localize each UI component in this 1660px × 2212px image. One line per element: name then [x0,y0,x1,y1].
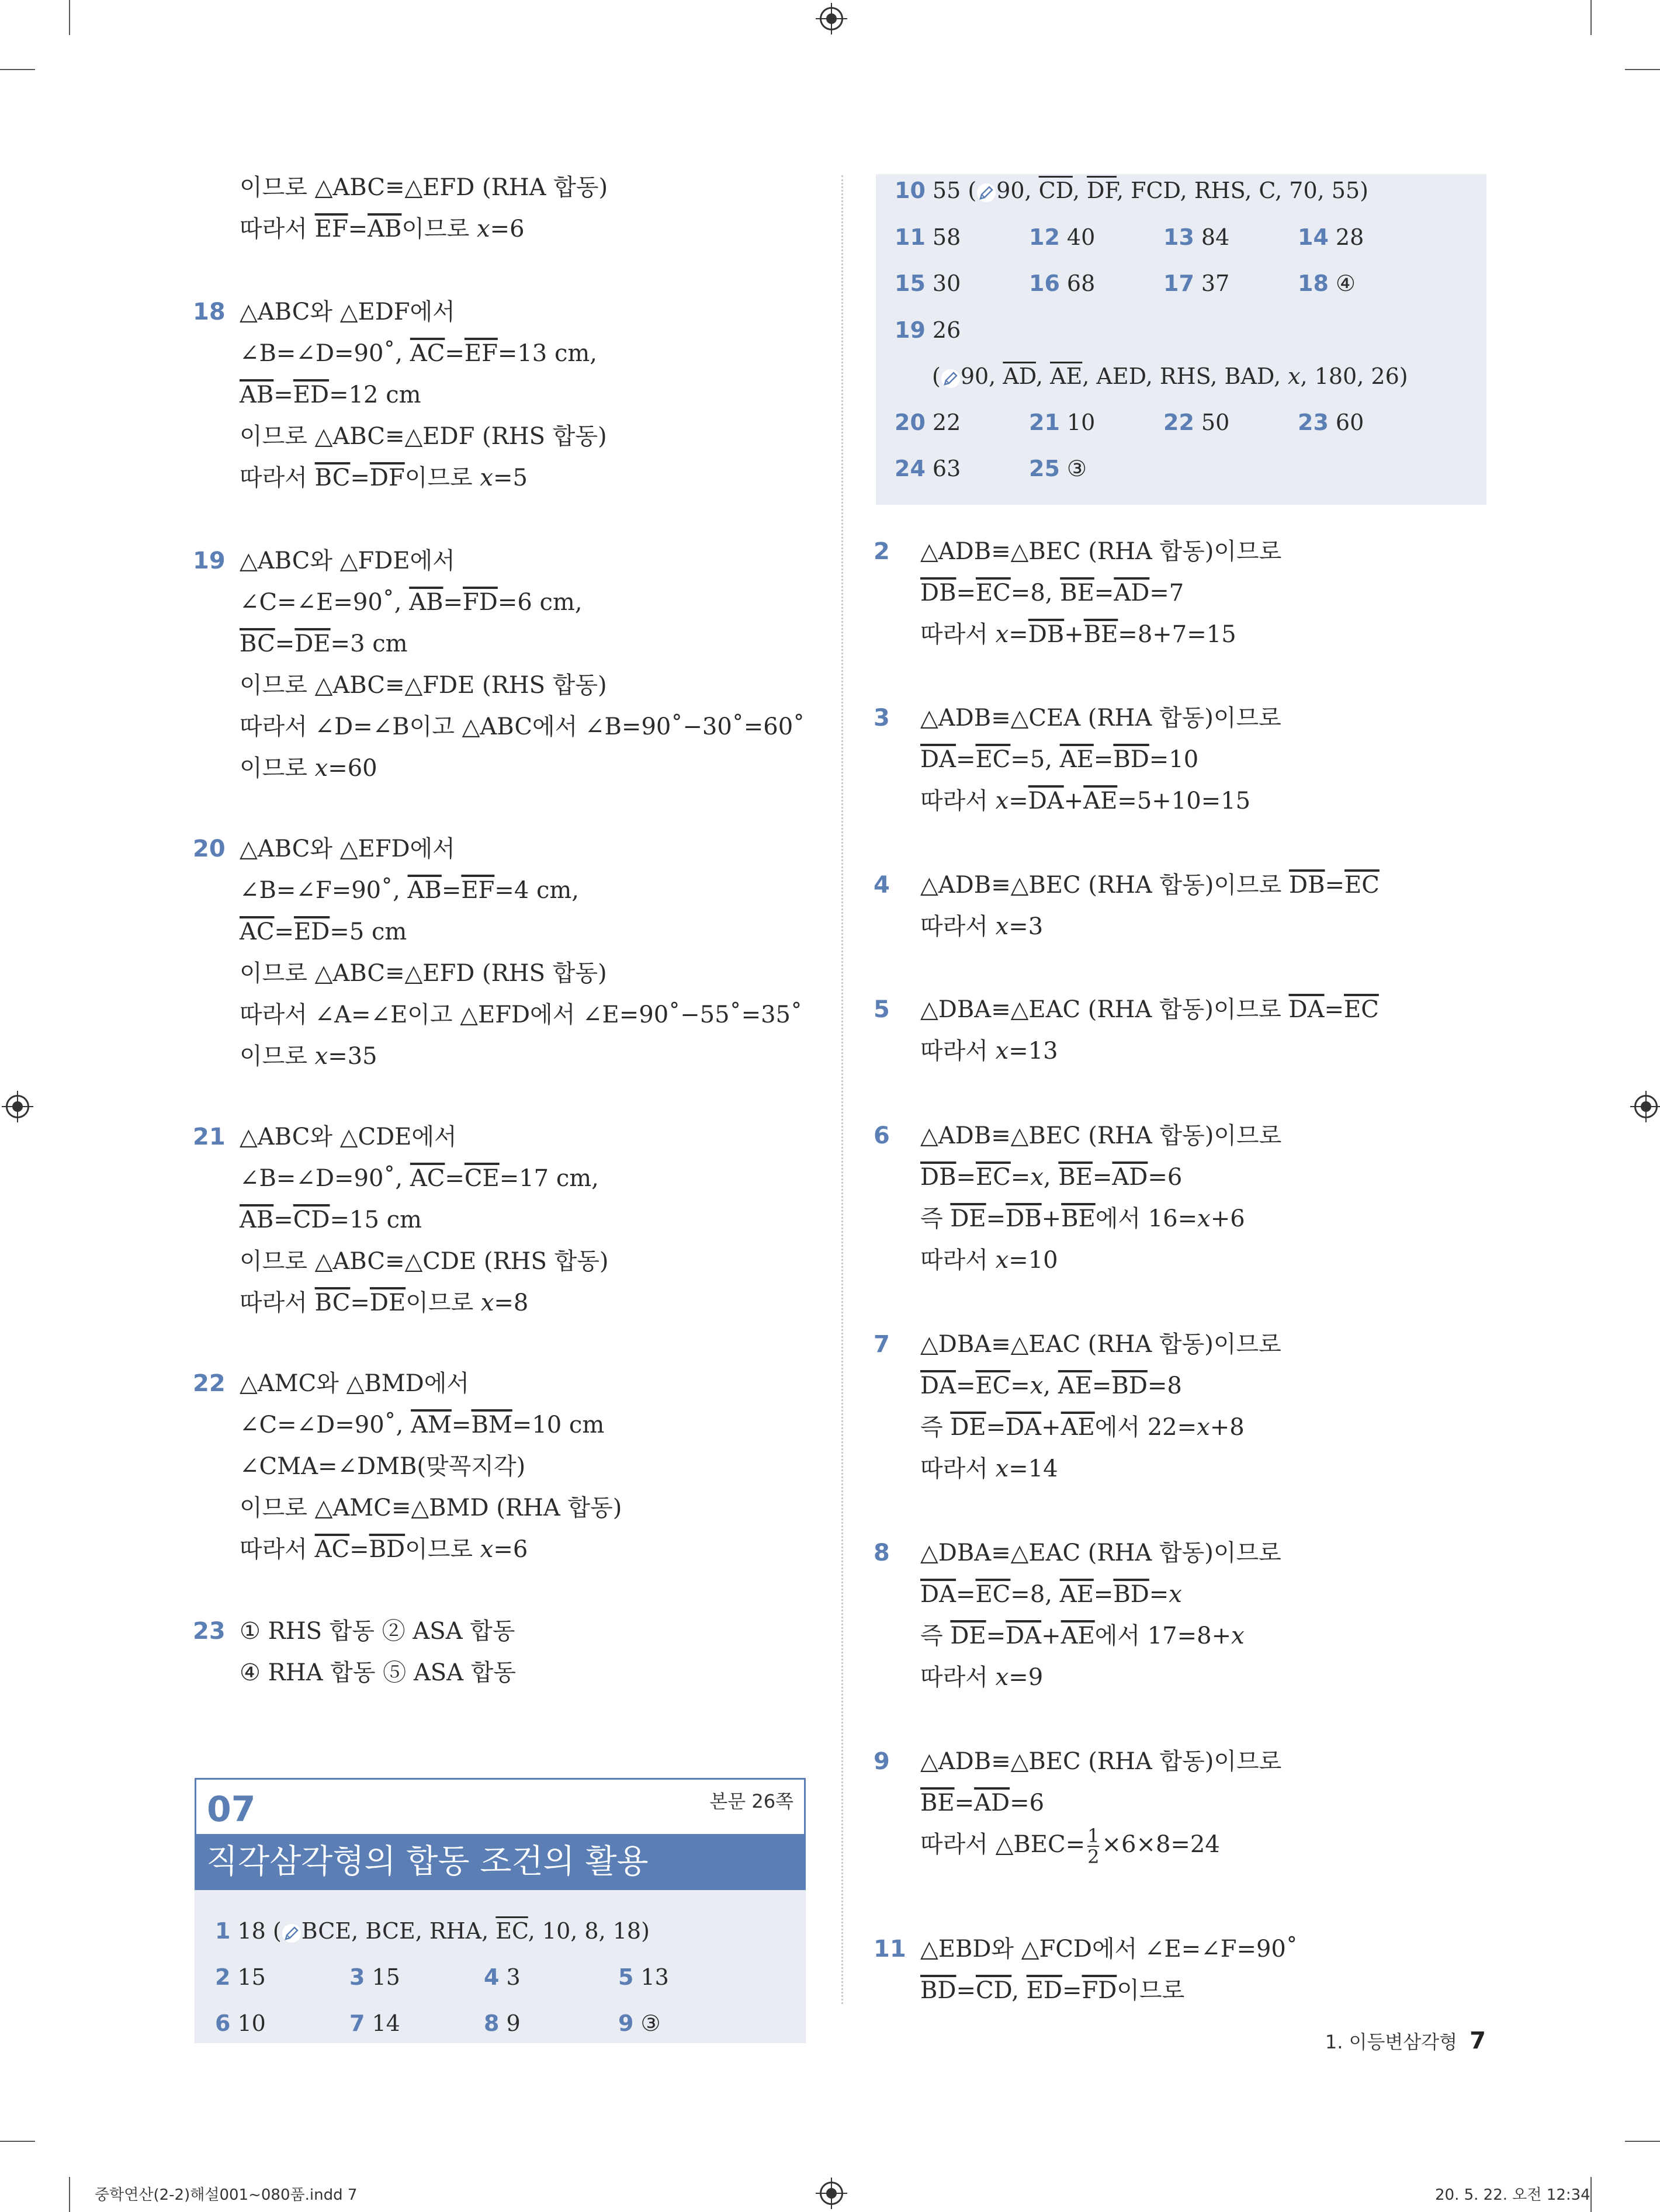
answer-item [1163,224,1229,250]
segment-label: $\overline{EC}$ [1344,996,1379,1023]
problem-number: 3 [874,705,890,731]
solution-2 [874,531,1282,656]
answer-number: 9 [618,2010,634,2036]
problem-number: 23 [193,1618,226,1645]
solution-line: ① RHS 합동 ② ASA 합동 [240,1618,515,1645]
solution-line: $\overline{BD}=\overline{CD}$, $\overline{ED}=\overline{FD}$이므로 [920,1977,1185,2004]
solution-line: ∠C=∠E=90˚, $\overline{AB}=\overline{FD}=6$ cm, [240,589,583,616]
solution-6 [874,1115,1282,1281]
solution-line: $\overline{BE}=\overline{AD}=6$ [920,1790,1045,1816]
segment-label: $\overline{BD}$ [920,1977,957,2004]
segment-label: $\overline{DB}$ [1289,872,1325,899]
answer-value: 10 [237,2010,266,2036]
solution-4 [874,865,1380,948]
variable: x [314,755,328,782]
solution-line: ∠C=∠D=90˚, $\overline{AM}=\overline{BM}=10$ cm [240,1412,605,1438]
segment-label: $\overline{DE}$ [369,1289,406,1316]
segment-label: $\overline{AE}$ [1059,1581,1094,1608]
answer-item [618,1964,669,1990]
segment-label: $\overline{DB}$ [920,580,957,606]
solution-line: ∠B=∠D=90˚, $\overline{AC}=\overline{EF}=13$ cm, [240,340,598,367]
variable: x [995,621,1009,648]
answer-number: 20 [895,410,926,435]
page-number: 7 [1470,2027,1486,2054]
solution-line: $\overline{BC}=\overline{DE}=3$ cm [240,630,408,657]
answer-number: 4 [484,1964,500,1990]
answer-item [1163,271,1229,296]
segment-label: $\overline{EF}$ [461,877,495,904]
variable: x [995,1664,1009,1691]
variable: x [1288,363,1301,389]
problem-number: 8 [874,1540,890,1566]
answer-number: 13 [1163,224,1194,250]
answer-item [1029,271,1095,296]
fraction: $\frac{1}{2}$ [1087,1825,1100,1868]
variable: x [480,464,493,491]
solution-line: △ADB≡△BEC (RHA 합동)이므로 [920,538,1282,565]
solution-line: $\overline{DB}=\overline{EC}=8$, $\overline{BE}=\overline{AD}=7$ [920,580,1184,606]
solution-20 [193,828,802,1077]
variable: x [314,1043,328,1070]
continued-solution [240,167,608,250]
answer-item [618,2010,661,2036]
registration-mark-icon [1634,1095,1658,1118]
answer-value: 14 [372,2010,400,2036]
answer-detail: ( 90, $\overline{AD}$, $\overline{AE}$, AED, RHS, BAD, x, 180, 26) [932,363,1408,389]
answer-item [895,317,961,343]
segment-label: $\overline{BC}$ [314,1289,351,1316]
answer-item [895,224,961,250]
solution-line: 이므로 x=35 [240,1043,377,1070]
answer-value: 15 [237,1964,266,1990]
answer-number: 25 [1029,456,1060,481]
segment-label: $\overline{AD}$ [1114,580,1150,606]
segment-label: $\overline{DB}$ [1006,1205,1042,1232]
answer-number: 23 [1298,410,1329,435]
answer-item [895,271,961,296]
segment-label: $\overline{ED}$ [1026,1977,1062,2004]
segment-label: $\overline{DA}$ [1006,1414,1042,1441]
answer-box [876,174,1486,505]
solution-line: 따라서 $\overline{EF}=\overline{AB}$이므로 x=6 [240,216,525,242]
segment-label: $\overline{ED}$ [294,918,330,945]
segment-label: $\overline{DE}$ [950,1622,986,1649]
answer-value: 3 [506,1964,521,1990]
solution-line: 이므로 △ABC≡△EFD (RHS 합동) [240,960,607,987]
segment-label: $\overline{CD}$ [1038,178,1073,203]
solution-line: △ADB≡△CEA (RHA 합동)이므로 [920,705,1281,731]
variable: x [995,1038,1009,1065]
segment-label: $\overline{BM}$ [471,1412,512,1438]
problem-number: 20 [193,835,226,862]
solution-5 [874,989,1379,1072]
answer-value: 10 [1066,410,1096,435]
answer-item [349,1964,400,1990]
solution-line: $\overline{DA}=\overline{EC}=5$, $\overline{AE}=\overline{BD}=10$ [920,746,1199,773]
variable: x [1030,1372,1044,1399]
answer-number: 14 [1298,224,1329,250]
variable: x [995,913,1009,940]
problem-number: 4 [874,872,890,899]
segment-label: $\overline{EC}$ [975,1372,1011,1399]
answer-item [895,178,1368,203]
answer-number: 11 [895,224,926,250]
segment-label: $\overline{BD}$ [1111,1372,1148,1399]
solution-line: 이므로 x=60 [240,755,377,782]
problem-number: 6 [874,1122,890,1149]
segment-label: $\overline{AD}$ [1003,363,1036,389]
segment-label: $\overline{AB}$ [368,216,402,242]
solution-9 [874,1741,1282,1868]
segment-label: $\overline{AM}$ [411,1412,452,1438]
crop-mark [1590,0,1592,35]
variable: x [1231,1622,1245,1649]
answer-value: 63 [932,456,961,481]
pencil-icon [282,1923,301,1943]
segment-label: $\overline{BC}$ [314,464,351,491]
solution-line: △DBA≡△EAC (RHA 합동)이므로 $\overline{DA}=\overline{EC}$ [920,996,1379,1023]
segment-label: $\overline{BD}$ [1113,1581,1149,1608]
answer-number: 5 [618,1964,634,1990]
solution-line: ④ RHA 합동 ⑤ ASA 합동 [240,1659,517,1686]
segment-label: $\overline{AE}$ [1050,363,1083,389]
answer-item [215,1964,266,1990]
pencil-icon [941,369,961,389]
answer-item [1029,410,1095,435]
segment-label: $\overline{EF}$ [314,216,348,242]
solution-7 [874,1324,1281,1490]
answer-number: 10 [895,178,926,203]
answer-value: 37 [1201,271,1230,296]
segment-label: $\overline{EC}$ [975,580,1011,606]
answer-value: 60 [1335,410,1364,435]
section-title: 직각삼각형의 합동 조건의 활용 [195,1834,806,1890]
answer-detail: 18 ( BCE, BCE, RHA, $\overline{EC}$, 10, 8, 18) [237,1918,650,1944]
section-number: 07 [207,1789,256,1830]
segment-label: $\overline{AE}$ [1083,788,1118,814]
answer-item [484,1964,521,1990]
answer-value: ③ [640,2010,661,2036]
segment-label: $\overline{DE}$ [950,1205,986,1232]
variable: x [1169,1581,1182,1608]
answer-number: 19 [895,317,926,343]
solution-line: 따라서 $x=\overline{DB}+\overline{BE}=8+7=15$ [920,621,1236,648]
solution-line: 즉 $\overline{DE}=\overline{DA}+\overline{AE}$에서 17=8+x [920,1622,1245,1649]
solution-line: ∠B=∠D=90˚, $\overline{AC}=\overline{CE}=17$ cm, [240,1165,599,1192]
answer-number: 24 [895,456,926,481]
segment-label: $\overline{DE}$ [294,630,331,657]
solution-8 [874,1533,1281,1698]
registration-mark-icon [820,2182,843,2205]
problem-number: 7 [874,1331,890,1358]
solution-line: △AMC와 △BMD에서 [240,1370,470,1397]
answer-value: 15 [372,1964,400,1990]
solution-line: 따라서 $\overline{AC}=\overline{BD}$이므로 x=6 [240,1536,528,1563]
solution-line: 따라서 $\overline{BC}=\overline{DE}$이므로 x=8 [240,1289,529,1316]
segment-label: $\overline{BD}$ [1113,746,1149,773]
segment-label: $\overline{DF}$ [369,464,405,491]
segment-label: $\overline{EC}$ [1344,872,1380,899]
segment-label: $\overline{DE}$ [950,1414,986,1441]
variable: x [477,216,490,242]
solution-line: $\overline{DB}=\overline{EC}=x$, $\overline{BE}=\overline{AD}=6$ [920,1164,1183,1191]
solution-line: 이므로 △ABC≡△FDE (RHS 합동) [240,672,607,699]
segment-label: $\overline{DB}$ [1028,621,1065,648]
segment-label: $\overline{EC}$ [495,1918,528,1944]
solution-line: $\overline{DA}=\overline{EC}=x$, $\overline{AE}=\overline{BD}=8$ [920,1372,1182,1399]
solution-line: 따라서 ∠A=∠E이고 △EFD에서 ∠E=90˚−55˚=35˚ [240,1001,802,1028]
answer-value: 26 [932,317,961,343]
segment-label: $\overline{AD}$ [974,1790,1010,1816]
answer-number: 7 [349,2010,365,2036]
answer-item [215,1918,650,1944]
problem-number: 21 [193,1124,226,1150]
segment-label: $\overline{AC}$ [410,340,445,367]
solution-line: 따라서 $\overline{BC}=\overline{DF}$이므로 x=5 [240,464,528,491]
answer-item [1029,224,1095,250]
solution-line: 따라서 ∠D=∠B이고 △ABC에서 ∠B=90˚−30˚=60˚ [240,713,805,740]
segment-label: $\overline{CD}$ [975,1977,1012,2004]
registration-mark-icon [820,7,843,30]
answer-number: 21 [1029,410,1060,435]
segment-label: $\overline{FD}$ [1082,1977,1117,2004]
solution-line: ∠B=∠F=90˚, $\overline{AB}=\overline{EF}=4$ cm, [240,877,580,904]
answer-value: ④ [1335,271,1356,296]
variable: x [995,1247,1009,1274]
problem-number: 11 [874,1936,906,1963]
solution-line: $\overline{AB}=\overline{CD}=15$ cm [240,1206,422,1233]
solution-line: △ABC와 △EDF에서 [240,299,455,325]
answer-number: 8 [484,2010,500,2036]
crop-mark [0,2141,35,2142]
segment-label: $\overline{AB}$ [240,382,274,408]
segment-label: $\overline{DA}$ [920,1581,956,1608]
solution-18 [193,292,607,499]
answer-number: 17 [1163,271,1194,296]
variable: x [1030,1164,1044,1191]
answer-value: 13 [640,1964,669,1990]
answer-detail: 55 ( 90, $\overline{CD}$, $\overline{DF}$, FCD, RHS, C, 70, 55) [932,178,1368,203]
solution-11 [874,1929,1298,2012]
registration-mark-icon [6,1095,29,1118]
variable: x [1197,1414,1210,1441]
segment-label: $\overline{ED}$ [293,382,330,408]
solution-line: 따라서 △BEC= $\frac{1}{2}$ ×6×8=24 [920,1825,1220,1868]
segment-label: $\overline{BE}$ [1060,580,1094,606]
answer-item [1298,224,1364,250]
solution-line: 따라서 x=10 [920,1247,1058,1274]
segment-label: $\overline{AB}$ [409,589,443,616]
solution-line: 따라서 x=3 [920,913,1044,940]
segment-label: $\overline{DB}$ [920,1164,957,1191]
answer-value: 40 [1066,224,1096,250]
solution-line: $\overline{DA}=\overline{EC}=8$, $\overline{AE}=\overline{BD}=x$ [920,1581,1182,1608]
answer-item [215,2010,266,2036]
solution-line: 따라서 x=14 [920,1455,1058,1482]
segment-label: $\overline{FD}$ [463,589,498,616]
answer-value: 68 [1066,271,1096,296]
problem-number: 9 [874,1748,890,1775]
segment-label: $\overline{AE}$ [1059,746,1094,773]
solution-line: $\overline{AC}=\overline{ED}=5$ cm [240,918,407,945]
answer-number: 2 [215,1964,231,1990]
solution-line: $\overline{AB}=\overline{ED}=12$ cm [240,382,421,408]
answer-value: 84 [1201,224,1230,250]
segment-label: $\overline{DA}$ [1028,788,1064,814]
answer-item [1298,271,1356,296]
answer-number: 18 [1298,271,1329,296]
answer-number: 1 [215,1918,231,1944]
solution-22 [193,1363,622,1570]
solution-line: 이므로 △AMC≡△BMD (RHA 합동) [240,1495,622,1521]
segment-label: $\overline{AC}$ [240,918,275,945]
answer-value: ③ [1066,456,1087,481]
segment-label: $\overline{AE}$ [1058,1372,1092,1399]
crop-mark [1625,2141,1660,2142]
answer-value: 22 [932,410,961,435]
answer-number: 15 [895,271,926,296]
variable: x [480,1289,494,1316]
answer-number: 3 [349,1964,365,1990]
print-date: 20. 5. 22. 오전 12:34 [1435,2186,1590,2204]
segment-label: $\overline{DF}$ [1087,178,1117,203]
solution-line: △ADB≡△BEC (RHA 합동)이므로 [920,1748,1282,1775]
variable: x [480,1536,494,1563]
segment-label: $\overline{EF}$ [464,340,498,367]
chapter-label: 1. 이등변삼각형 [1325,2031,1458,2053]
solution-line: 따라서 x=9 [920,1664,1044,1691]
solution-line: 이므로 △ABC≡△EFD (RHA 합동) [240,174,608,201]
solution-line: 따라서 x=13 [920,1038,1058,1065]
segment-label: $\overline{DA}$ [1288,996,1325,1023]
segment-label: $\overline{BE}$ [1083,621,1118,648]
problem-number: 18 [193,299,226,325]
solution-line: △ADB≡△BEC (RHA 합동)이므로 $\overline{DB}=\overline{EC}$ [920,872,1380,899]
problem-number: 19 [193,547,226,574]
segment-label: $\overline{BE}$ [920,1790,955,1816]
solution-line: 이므로 △ABC≡△CDE (RHS 합동) [240,1248,609,1275]
crop-mark [69,2177,70,2212]
answer-value: 50 [1201,410,1230,435]
variable: x [995,1455,1009,1482]
solution-line: △DBA≡△EAC (RHA 합동)이므로 [920,1331,1281,1358]
print-filename: 중학연산(2-2)해설001~080품.indd 7 [95,2186,358,2204]
answer-value: 9 [506,2010,521,2036]
answer-item [932,363,1408,389]
answer-item [484,2010,521,2036]
answer-number: 16 [1029,271,1060,296]
solution-line: △EBD와 △FCD에서 ∠E=∠F=90˚ [920,1936,1298,1963]
segment-label: $\overline{AD}$ [1112,1164,1148,1191]
answer-number: 22 [1163,410,1194,435]
solution-21 [193,1117,609,1324]
section-header [195,1778,806,1834]
solution-line: △ABC와 △CDE에서 [240,1124,457,1150]
segment-label: $\overline{EC}$ [975,746,1011,773]
segment-label: $\overline{BE}$ [1058,1164,1093,1191]
column-divider [841,175,843,2004]
page-footer [1325,2027,1486,2054]
segment-label: $\overline{AB}$ [407,877,442,904]
problem-number: 2 [874,538,890,565]
answer-item [895,410,961,435]
segment-label: $\overline{DA}$ [920,746,956,773]
answer-item [1029,456,1087,481]
solution-3 [874,698,1281,822]
segment-label: $\overline{AC}$ [314,1536,350,1563]
solution-line: △DBA≡△EAC (RHA 합동)이므로 [920,1540,1281,1566]
crop-mark [69,0,70,35]
pencil-icon [976,183,996,203]
solution-line: 즉 $\overline{DE}=\overline{DA}+\overline{AE}$에서 22=x+8 [920,1414,1245,1441]
answer-number: 12 [1029,224,1060,250]
solution-23 [193,1611,517,1694]
segment-label: $\overline{AE}$ [1061,1622,1095,1649]
answer-value: 28 [1335,224,1364,250]
problem-number: 22 [193,1370,226,1397]
solution-line: 따라서 $x=\overline{DA}+\overline{AE}=5+10=15$ [920,788,1251,814]
segment-label: $\overline{EC}$ [975,1164,1011,1191]
segment-label: $\overline{EC}$ [975,1581,1011,1608]
answer-number: 6 [215,2010,231,2036]
crop-mark [1590,2177,1592,2212]
solution-line: ∠CMA=∠DMB(맞꼭지각) [240,1453,526,1480]
variable: x [1197,1205,1211,1232]
segment-label: $\overline{DA}$ [1006,1622,1042,1649]
answer-value: 30 [932,271,961,296]
crop-mark [1625,69,1660,70]
segment-label: $\overline{CD}$ [293,1206,330,1233]
section-page-ref: 본문 26쪽 [709,1790,793,1812]
segment-label: $\overline{BC}$ [240,630,275,657]
segment-label: $\overline{AC}$ [410,1165,445,1192]
problem-number: 5 [874,996,890,1023]
solution-line: 즉 $\overline{DE}=\overline{DB}+\overline{BE}$에서 16=x+6 [920,1205,1245,1232]
answer-item [349,2010,400,2036]
segment-label: $\overline{AB}$ [240,1206,274,1233]
answer-item [895,456,961,481]
segment-label: $\overline{AE}$ [1061,1414,1095,1441]
answer-item [1163,410,1229,435]
solution-line: △ABC와 △FDE에서 [240,547,455,574]
answer-value: 58 [932,224,961,250]
segment-label: $\overline{CE}$ [464,1165,500,1192]
segment-label: $\overline{BD}$ [369,1536,406,1563]
variable: x [995,788,1009,814]
segment-label: $\overline{BE}$ [1061,1205,1096,1232]
solution-19 [193,540,805,789]
segment-label: $\overline{DA}$ [920,1372,956,1399]
solution-line: 이므로 △ABC≡△EDF (RHS 합동) [240,423,607,450]
crop-mark [0,69,35,70]
solution-line: △ADB≡△BEC (RHA 합동)이므로 [920,1122,1282,1149]
solution-line: △ABC와 △EFD에서 [240,835,455,862]
answer-item [1298,410,1364,435]
